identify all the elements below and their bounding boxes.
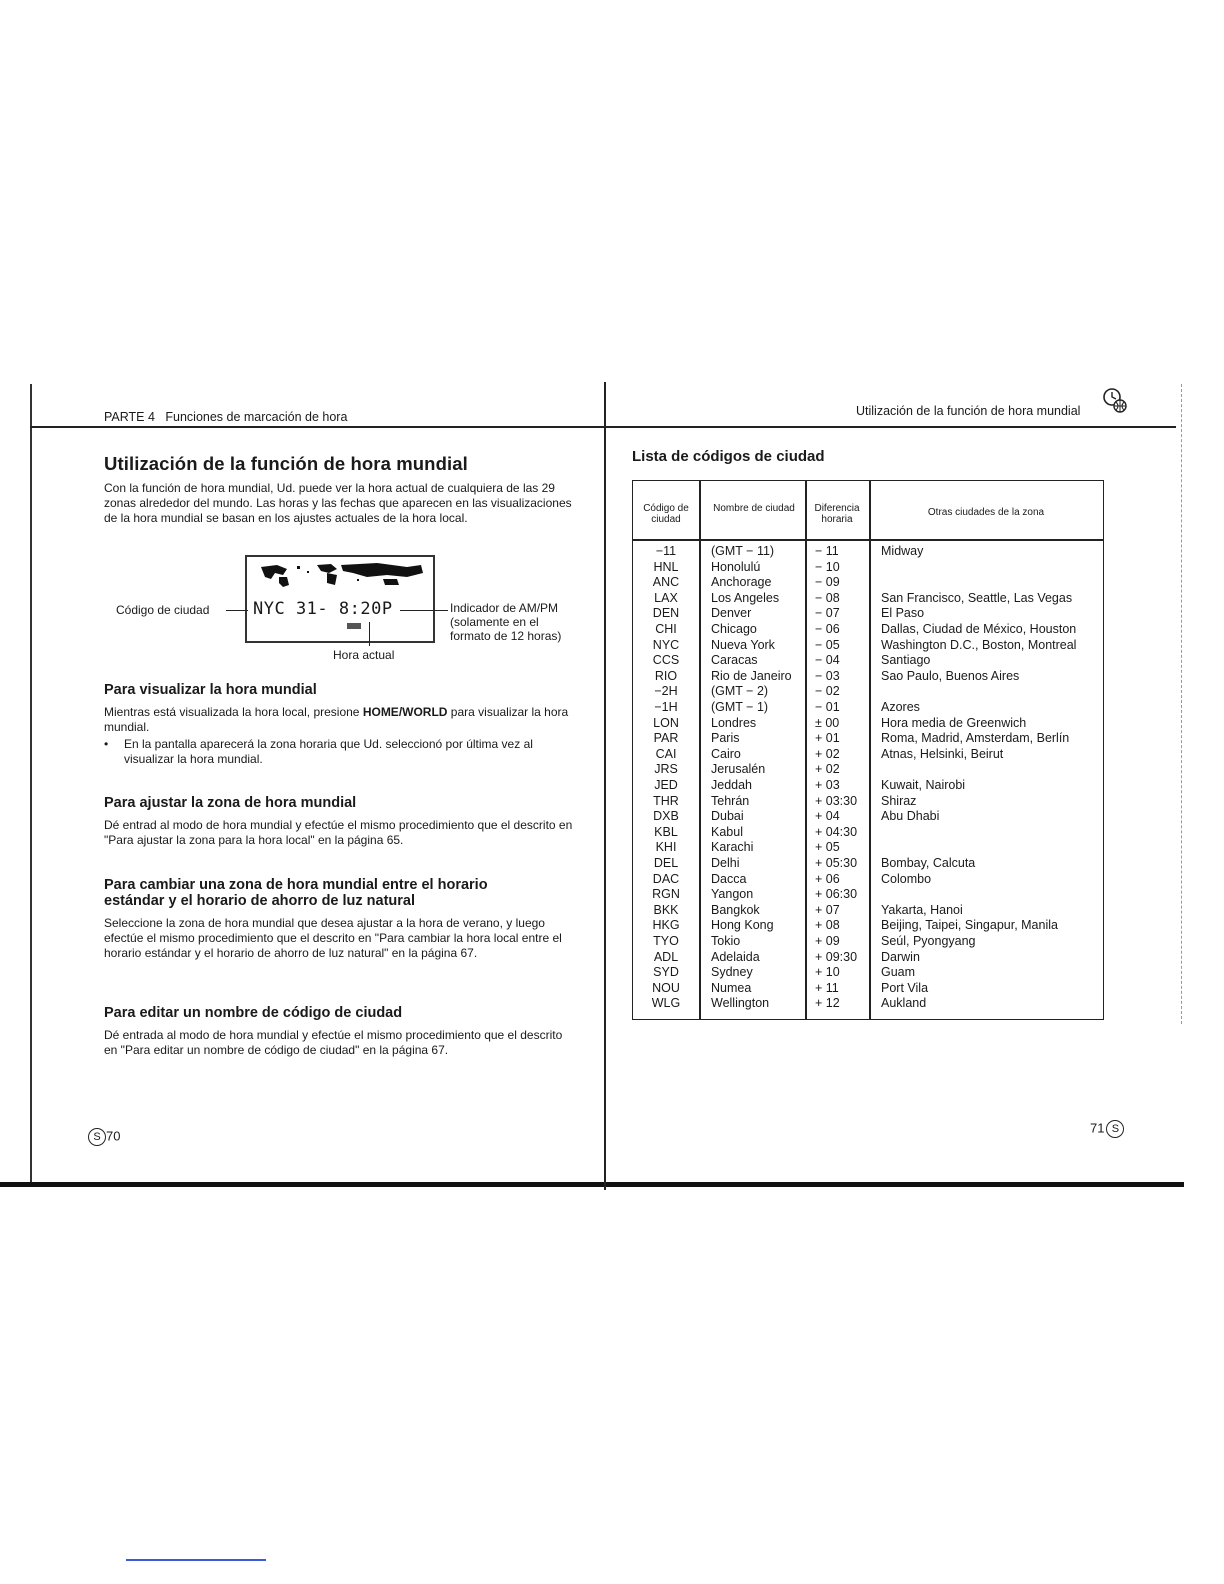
- table-row: [633, 559, 1103, 575]
- view-text-before: Mientras está visualizada la hora local, presione: [104, 705, 363, 719]
- am-pm-leader: [400, 610, 448, 611]
- city-name-cell: Honolulú: [711, 559, 761, 574]
- left-page-edge: [30, 384, 32, 1184]
- time-diff-cell: + 09:30: [815, 949, 858, 964]
- current-time-leader: [369, 622, 370, 646]
- city-code-cell: DAC: [652, 871, 680, 886]
- bullet-note: [104, 737, 576, 767]
- right-bottom-bar: [606, 1182, 1184, 1187]
- col-header-other: Otras ciudades de la zona: [927, 507, 1045, 518]
- table-row: [633, 715, 1103, 731]
- am-pm-line-2: (solamente en el: [450, 615, 539, 629]
- lcd-readout: NYC 31- 8:20P: [253, 599, 393, 619]
- other-cities-cell: Abu Dhabi: [881, 809, 940, 824]
- city-name-cell: Los Angeles: [711, 590, 780, 605]
- bullet-text: En la pantalla aparecerá la zona horaria que Ud. seleccionó por última vez al visualizar la hora mundial.: [124, 737, 533, 766]
- city-name-cell: Adelaida: [711, 949, 760, 964]
- time-diff-cell: − 07: [815, 606, 840, 621]
- left-page-number: [88, 1128, 120, 1146]
- table-row: [633, 808, 1103, 824]
- city-code-cell: NOU: [652, 980, 680, 995]
- table-row: [633, 699, 1103, 715]
- city-name-cell: Wellington: [711, 996, 770, 1011]
- city-code-cell: WLG: [651, 996, 681, 1011]
- other-cities-cell: Colombo: [881, 871, 932, 886]
- other-cities-cell: Kuwait, Nairobi: [881, 778, 966, 792]
- view-text-after: para visualizar la hora mundial.: [104, 705, 569, 734]
- city-code-cell: JED: [654, 778, 678, 792]
- city-code-cell: TYO: [653, 934, 679, 948]
- table-row: [633, 683, 1103, 699]
- city-code-cell: DXB: [653, 809, 679, 824]
- city-name-cell: (GMT − 1): [711, 700, 769, 714]
- city-code-leader: [226, 610, 248, 611]
- table-row: [633, 637, 1103, 653]
- time-diff-cell: − 05: [815, 637, 840, 652]
- time-diff-cell: − 06: [815, 622, 840, 636]
- city-code-cell: HNL: [653, 559, 679, 574]
- city-code-label: Código de ciudad: [116, 603, 210, 617]
- part-label: PARTE 4: [104, 410, 155, 424]
- time-diff-cell: + 01: [815, 731, 840, 746]
- col-header-name: Nombre de ciudad: [713, 503, 795, 514]
- home-world-key: HOME/WORLD: [362, 705, 448, 719]
- city-code-cell: PAR: [653, 731, 679, 746]
- section-text-view: [104, 705, 576, 735]
- lang-s-icon-right: S: [1106, 1120, 1124, 1138]
- city-code-cell: DEN: [652, 606, 680, 621]
- lcd-indicator-row: [255, 621, 425, 631]
- time-diff-cell: − 02: [815, 684, 840, 699]
- city-name-cell: Denver: [711, 606, 752, 621]
- other-cities-cell: Port Vila: [881, 980, 929, 995]
- city-code-cell: −1H: [654, 700, 678, 714]
- city-name-cell: Anchorage: [711, 575, 772, 590]
- city-name-cell: Delhi: [711, 856, 740, 870]
- table-row: [633, 995, 1103, 1011]
- city-name-cell: Tehrán: [711, 793, 750, 808]
- table-row: [633, 543, 1103, 559]
- col-header-code: Código de ciudad: [643, 503, 689, 525]
- other-cities-cell: Yakarta, Hanoi: [881, 902, 963, 917]
- other-cities-cell: Santiago: [881, 653, 931, 668]
- time-diff-cell: + 10: [815, 965, 840, 980]
- city-code-cell: DEL: [653, 856, 679, 870]
- right-running-head: Utilización de la función de hora mundial: [856, 404, 1081, 418]
- col-header-diff: Diferencia horaria: [814, 503, 860, 525]
- other-cities-cell: San Francisco, Seattle, Las Vegas: [881, 590, 1073, 605]
- time-diff-cell: + 05:30: [815, 856, 858, 870]
- city-name-cell: Yangon: [711, 887, 754, 902]
- city-name-cell: Numea: [711, 980, 752, 995]
- table-row: [633, 761, 1103, 777]
- table-row: [633, 793, 1103, 809]
- table-row: [633, 902, 1103, 918]
- city-name-cell: Hong Kong: [711, 918, 774, 933]
- city-code-cell: NYC: [652, 637, 680, 652]
- city-code-cell: ADL: [653, 949, 679, 964]
- time-diff-cell: + 03:30: [815, 793, 858, 808]
- time-diff-cell: + 11: [815, 980, 839, 995]
- time-diff-cell: + 05: [815, 840, 840, 855]
- table-row: [633, 730, 1103, 746]
- table-row: [633, 917, 1103, 933]
- city-name-cell: Cairo: [711, 746, 741, 761]
- section-heading-edit-code: Para editar un nombre de código de ciudad: [104, 1005, 403, 1021]
- time-diff-cell: ± 00: [815, 715, 840, 730]
- table-row: [633, 777, 1103, 793]
- bullet-dot-icon: •: [104, 737, 109, 751]
- left-bottom-bar: [0, 1182, 604, 1187]
- other-cities-cell: Beijing, Taipei, Singapur, Manila: [881, 918, 1058, 933]
- intro-paragraph: Con la función de hora mundial, Ud. puede ver la hora actual de cualquiera de las 29 zonas alrededor del mundo. Las horas y las fechas que aparecen en las visualizaciones de la hora mundial se basan en los ajustes actuales de la hora local.: [104, 481, 572, 525]
- city-code-cell: CHI: [655, 622, 677, 636]
- city-name-cell: Karachi: [711, 840, 754, 855]
- time-diff-cell: − 08: [815, 590, 840, 605]
- time-diff-cell: + 06:30: [815, 887, 858, 902]
- other-cities-cell: Washington D.C., Boston, Montreal: [881, 637, 1077, 652]
- table-row: [633, 590, 1103, 606]
- am-pm-line-3: formato de 12 horas): [450, 629, 562, 643]
- city-name-cell: Dubai: [711, 809, 744, 824]
- city-code-cell: RGN: [652, 887, 680, 902]
- city-name-cell: Rio de Janeiro: [711, 668, 792, 683]
- city-code-cell: LAX: [654, 590, 678, 605]
- table-row: [633, 839, 1103, 855]
- table-row: [633, 933, 1103, 949]
- city-code-cell: KHI: [655, 840, 677, 855]
- current-time-label: Hora actual: [333, 648, 395, 662]
- time-diff-cell: + 06: [815, 871, 840, 886]
- other-cities-cell: Roma, Madrid, Amsterdam, Berlín: [881, 731, 1070, 746]
- table-row: [633, 980, 1103, 996]
- table-row: [633, 886, 1103, 902]
- city-name-cell: Bangkok: [711, 902, 760, 917]
- other-cities-cell: Midway: [881, 544, 924, 558]
- city-code-cell: JRS: [654, 762, 678, 777]
- section-text-dst: Seleccione la zona de hora mundial que desea ajustar a la hora de verano, y luego efectúe el mismo procedimiento que el descrito en "Para cambiar la hora local entre el horario estándar y el horario de ahorro de luz natural" en la página 67.: [104, 916, 562, 960]
- blue-underline: [126, 1559, 266, 1561]
- other-cities-cell: Sao Paulo, Buenos Aires: [881, 668, 1020, 683]
- city-name-cell: (GMT − 2): [711, 684, 769, 699]
- header-divider: [633, 539, 1103, 541]
- lcd-display: [245, 555, 435, 643]
- table-row: [633, 652, 1103, 668]
- other-cities-cell: El Paso: [881, 606, 925, 621]
- city-code-cell: CCS: [652, 653, 680, 668]
- city-code-cell: −2H: [654, 684, 678, 699]
- city-name-cell: Caracas: [711, 653, 758, 668]
- other-cities-cell: Darwin: [881, 949, 920, 964]
- city-code-table: [632, 480, 1104, 1020]
- table-title: Lista de códigos de ciudad: [632, 448, 825, 465]
- time-diff-cell: − 01: [815, 700, 840, 714]
- city-name-cell: Jerusalén: [711, 762, 766, 777]
- time-diff-cell: + 07: [815, 902, 840, 917]
- time-diff-cell: + 09: [815, 934, 840, 948]
- time-diff-cell: − 10: [815, 559, 840, 574]
- section-heading-set-zone: Para ajustar la zona de hora mundial: [104, 795, 357, 811]
- lang-s-icon: S: [88, 1128, 106, 1146]
- time-diff-cell: + 02: [815, 746, 840, 761]
- left-header-rule: [30, 426, 604, 428]
- table-row: [633, 621, 1103, 637]
- city-code-cell: KBL: [654, 824, 678, 839]
- other-cities-cell: Aukland: [881, 996, 927, 1011]
- city-code-cell: LON: [653, 715, 679, 730]
- table-row: [633, 855, 1103, 871]
- city-code-cell: −11: [655, 544, 677, 558]
- other-cities-cell: Guam: [881, 965, 916, 980]
- left-running-head: [104, 410, 347, 424]
- table-row: [633, 605, 1103, 621]
- city-code-cell: THR: [653, 793, 679, 808]
- table-row: [633, 949, 1103, 965]
- time-diff-cell: + 12: [815, 996, 840, 1011]
- table-row: [633, 964, 1103, 980]
- time-diff-cell: + 04:30: [815, 824, 858, 839]
- page-title: Utilización de la función de hora mundial: [104, 453, 468, 474]
- city-name-cell: Tokio: [711, 934, 741, 948]
- page-number-71: 71: [1090, 1120, 1105, 1136]
- city-code-cell: RIO: [654, 668, 678, 683]
- other-cities-cell: Hora media de Greenwich: [881, 715, 1027, 730]
- other-cities-cell: Dallas, Ciudad de México, Houston: [881, 622, 1077, 636]
- world-clock-icon: [1100, 386, 1130, 414]
- section-text-edit-code: Dé entrada al modo de hora mundial y efectúe el mismo procedimiento que el descrito en "Para editar un nombre de código de ciudad" en la página 67.: [104, 1028, 563, 1057]
- page-spine: [604, 382, 606, 1190]
- other-cities-cell: Seúl, Pyongyang: [881, 934, 976, 948]
- city-code-cell: CAI: [655, 746, 677, 761]
- other-cities-cell: Azores: [881, 700, 920, 714]
- city-code-cell: BKK: [653, 902, 679, 917]
- city-code-cell: SYD: [653, 965, 679, 980]
- time-diff-cell: + 02: [815, 762, 840, 777]
- city-name-cell: Jeddah: [711, 778, 753, 792]
- page-number-70: 70: [106, 1128, 121, 1144]
- am-pm-line-1: Indicador de AM/PM: [450, 601, 559, 615]
- time-diff-cell: + 08: [815, 918, 840, 933]
- city-name-cell: Nueva York: [711, 637, 775, 652]
- time-diff-cell: − 04: [815, 653, 840, 668]
- section-heading-dst: Para cambiar una zona de hora mundial entre el horario estándar y el horario de ahorro de luz natural: [104, 877, 488, 909]
- other-cities-cell: Atnas, Helsinki, Beirut: [881, 746, 1004, 761]
- time-diff-cell: − 11: [815, 544, 839, 558]
- city-name-cell: Sydney: [711, 965, 753, 980]
- city-code-cell: ANC: [652, 575, 680, 590]
- other-cities-cell: Bombay, Calcuta: [881, 856, 976, 870]
- city-name-cell: Chicago: [711, 622, 757, 636]
- city-name-cell: Kabul: [711, 824, 743, 839]
- right-page-edge: [1181, 384, 1183, 1024]
- right-page-number: [1090, 1120, 1124, 1138]
- time-diff-cell: + 04: [815, 809, 840, 824]
- table-row: [633, 574, 1103, 590]
- table-row: [633, 824, 1103, 840]
- table-row: [633, 871, 1103, 887]
- other-cities-cell: Shiraz: [881, 793, 917, 808]
- time-diff-cell: − 09: [815, 575, 840, 590]
- city-name-cell: Londres: [711, 715, 757, 730]
- table-row: [633, 746, 1103, 762]
- time-diff-cell: − 03: [815, 668, 840, 683]
- am-pm-label: [450, 601, 561, 643]
- section-heading-view: Para visualizar la hora mundial: [104, 682, 317, 698]
- city-name-cell: Paris: [711, 731, 740, 746]
- section-text-set-zone: Dé entrad al modo de hora mundial y efectúe el mismo procedimiento que el descrito en "Para ajustar la zona para la hora local" en la página 65.: [104, 818, 573, 847]
- city-code-cell: HKG: [652, 918, 680, 933]
- right-header-rule: [606, 426, 1176, 428]
- city-name-cell: Dacca: [711, 871, 747, 886]
- city-name-cell: (GMT − 11): [711, 544, 775, 558]
- section-label: Funciones de marcación de hora: [165, 410, 348, 424]
- time-diff-cell: + 03: [815, 778, 840, 792]
- table-row: [633, 668, 1103, 684]
- world-map-icon: [257, 563, 425, 587]
